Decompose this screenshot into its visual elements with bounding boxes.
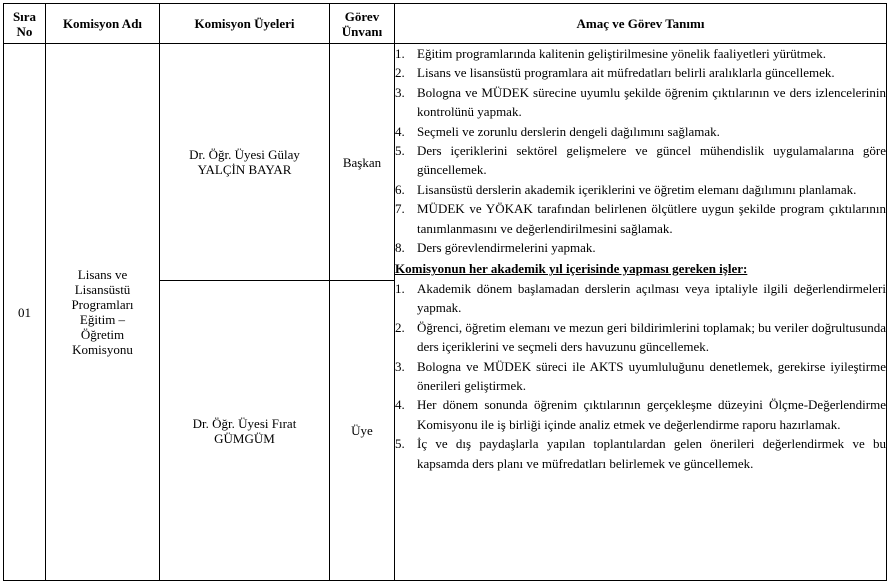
list-item: 1. Akademik dönem başlamadan derslerin açılması veya iptaliyle ilgili değerlendirmeleri yapmak. — [395, 280, 886, 316]
list-item: 4. Her dönem sonunda öğrenim çıktılarının gerçekleşme düzeyini Ölçme-Değerlendirme Komisyonu ile iş birliği içinde analiz etmek ve değerlendirme raporu hazırlamak. — [395, 397, 886, 432]
cell-role-1: Başkan — [330, 44, 395, 281]
member-2-title: Dr. Öğr. Üyesi Fırat — [192, 415, 297, 431]
list-item: 2. Lisans ve lisansüstü programlara ait müfredatları belirli aralıklarla güncellemek. — [395, 65, 835, 81]
list-item: 3. Bologna ve MÜDEK süreci ile AKTS uyumluluğunu denetlemek, gerekirse iyileştirme önerileri geliştirmek. — [395, 358, 886, 393]
cell-member-2 — [160, 281, 330, 581]
table-row — [4, 44, 887, 281]
header-komisyon-adi: Komisyon Adı — [46, 4, 160, 44]
header-row — [4, 4, 887, 44]
annual-tasks-title: Komisyonun her akademik yıl içerisinde yapması gereken işler: — [395, 261, 748, 277]
annual-task-list — [395, 279, 886, 473]
list-item: 5. Ders içeriklerini sektörel gelişmelere ve güncel mühendislik uygulamalarına göre güncellemek. — [395, 143, 886, 178]
cell-duty-description — [395, 44, 887, 581]
commission-table — [3, 3, 887, 581]
cell-sira-no: 01 — [4, 44, 46, 581]
member-1-title: Dr. Öğr. Üyesi Gülay — [189, 147, 300, 162]
header-komisyon-uyeleri: Komisyon Üyeleri — [160, 4, 330, 44]
list-item: 4. Seçmeli ve zorunlu derslerin dengeli dağılımını sağlamak. — [395, 123, 720, 139]
list-item: 8. Ders görevlendirmelerini yapmak. — [395, 240, 596, 256]
list-item: 6. Lisansüstü derslerin akademik içeriklerini ve öğretim elemanı dağılımını planlamak. — [395, 181, 857, 197]
member-1-surname: YALÇİN BAYAR — [197, 162, 292, 177]
list-item: 2. Öğrenci, öğretim elemanı ve mezun geri bildirimlerini toplamak; bu veriler doğrultusunda ders içeriklerini ve seçmeli ders havuzunu güncellemek. — [395, 319, 886, 355]
cell-member-1 — [160, 44, 330, 281]
commission-document — [3, 3, 886, 580]
header-sira-no: Sıra No — [4, 4, 46, 44]
cell-role-2: Üye — [330, 281, 395, 581]
duty-list — [395, 44, 886, 257]
cell-komisyon-adi: Lisans ve Lisansüstü Programları Eğitim – Öğretim Komisyonu — [46, 44, 160, 581]
list-item: 7. MÜDEK ve YÖKAK tarafından belirlenen ölçütlere uygun şekilde program çıktılarının tanımlanmasını ve değerlendirilmesini sağlamak. — [395, 201, 886, 236]
header-amac-gorev-tanimi: Amaç ve Görev Tanımı — [395, 4, 887, 44]
list-item: 3. Bologna ve MÜDEK sürecine uyumlu şekilde öğrenim çıktılarının ve ders izlencelerinin kontrolünü yapmak. — [395, 84, 886, 120]
list-item: 5. İç ve dış paydaşlarla yapılan toplantılardan gelen önerileri değerlendirmek ve bu kapsamda ders planı ve müfredatları belirlemek ve güncellemek. — [395, 436, 886, 471]
member-2-surname: GÜMGÜM — [214, 430, 275, 446]
header-gorev-unvani: Görev Ünvanı — [330, 4, 395, 44]
list-item: 1. Eğitim programlarında kalitenin geliştirilmesine yönelik faaliyetleri yürütmek. — [395, 46, 827, 61]
